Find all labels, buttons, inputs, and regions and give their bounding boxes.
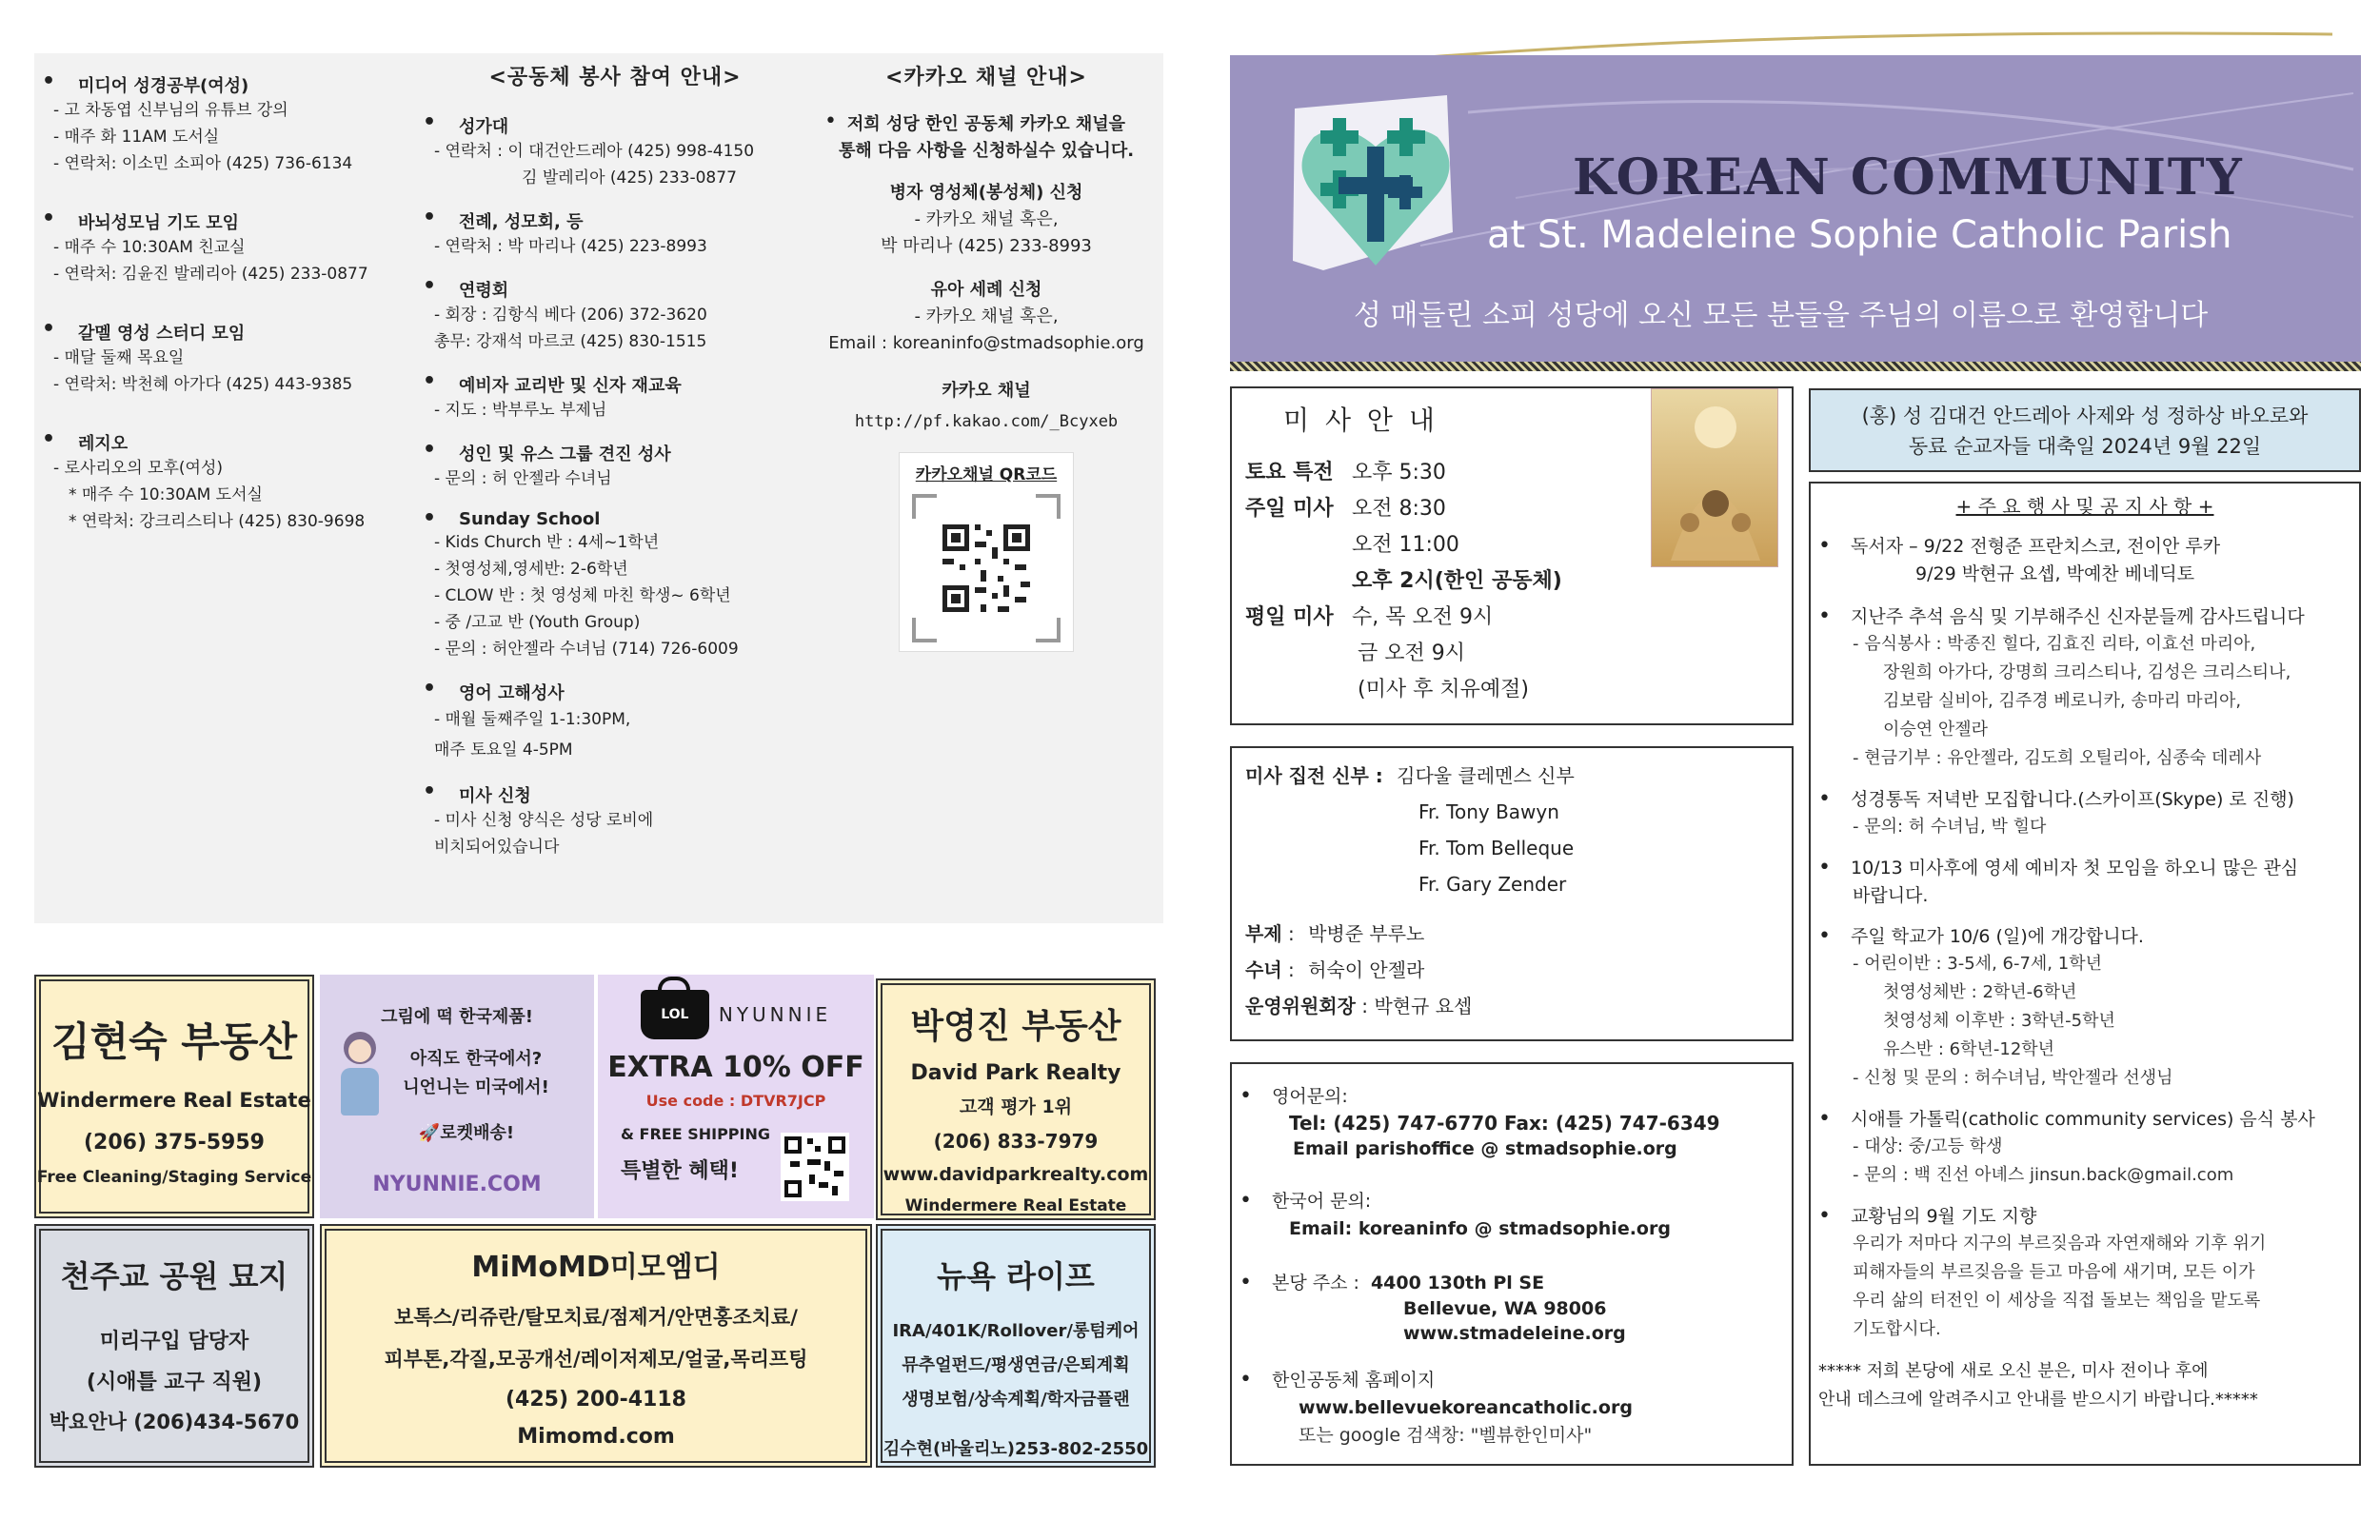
celebrant-row: 미사 집전 신부 : 김다울 클레멘스 신부 <box>1245 764 1575 787</box>
service-choir <box>415 113 815 191</box>
activity-line: - 매주 화 11AM 도서실 <box>53 128 220 147</box>
mass-row: 평일 미사 수, 목 오전 9시 <box>1245 605 1494 629</box>
mass-row: 주일 미사 오전 8:30 <box>1245 497 1446 521</box>
ad-code: Use code : DTVR7JCP <box>645 1092 826 1110</box>
service-title: • 미사 신청 <box>415 782 815 807</box>
notice-pope-intention: • 교황님의 9월 기도 지향 <box>1811 1203 2359 1230</box>
notice-footer: 안내 데스크에 알려주시고 안내를 받으시기 바랍니다.***** <box>1818 1390 2258 1410</box>
service-line: - 지도 : 박부루노 부제님 <box>434 401 607 420</box>
notice-footer: ***** 저희 본당에 새로 오신 분은, 미사 전이나 후에 <box>1818 1361 2209 1381</box>
service-line: 매주 토요일 4-5PM <box>434 740 573 760</box>
sister-row: 수녀 : 허숙이 안젤라 <box>1245 958 1425 981</box>
ad-line: (시애틀 교구 직원) <box>86 1371 263 1394</box>
notice-line: 기도합시다. <box>1853 1319 1941 1339</box>
kakao-qr-code[interactable] <box>908 490 1064 646</box>
cross-heart-logo-icon <box>1285 89 1447 251</box>
celebrant-name: Fr. Tom Belleque <box>1418 837 1575 859</box>
ad-line: Windermere Real Estate <box>37 1089 311 1112</box>
notice-line: 이승연 안젤라 <box>1883 720 1989 740</box>
deacon-row: 부제 : 박병준 부루노 <box>1245 922 1425 945</box>
service-english-confession <box>415 680 815 765</box>
ad-line: 🚀로켓배송! <box>418 1123 515 1143</box>
notice-line: - 문의 : 백 진선 아녜스 jinsun.back@gmail.com <box>1853 1165 2234 1185</box>
contact-email[interactable]: Email parishoffice @ stmadsophie.org <box>1293 1138 1677 1159</box>
ad-title: 김현숙 부동산 <box>50 1018 298 1065</box>
ad-phone: (206) 375-5959 <box>84 1131 265 1155</box>
ad-phone: (206) 833-7979 <box>933 1130 1099 1153</box>
activity-carmel-study <box>34 320 415 398</box>
notice-line: - 현금기부 : 유안젤라, 김도희 오틸리아, 심종숙 데레사 <box>1853 748 2262 768</box>
notice-line: 우리 삶의 터전인 이 세상을 직접 돌보는 책임을 맡도록 <box>1853 1291 2261 1311</box>
service-line: 비치되어있습니다 <box>434 838 560 857</box>
ad-line: IRA/401K/Rollover/롱텀케어 <box>892 1321 1140 1341</box>
service-rcia <box>415 372 815 424</box>
kakao-intro <box>805 111 1167 165</box>
mass-row: 오전 11:00 <box>1352 533 1459 557</box>
kakao-heading: <카카오 채널 안내> <box>885 66 1087 89</box>
service-liturgy <box>415 208 815 260</box>
rocket-icon: 🚀 <box>418 1123 441 1143</box>
service-line: - 매월 둘째주일 1-1:30PM, <box>434 710 631 729</box>
service-line: - 중 /고교 반 (Youth Group) <box>434 613 641 632</box>
kakao-qr-card <box>899 452 1074 652</box>
activity-banneux-prayer <box>34 209 415 287</box>
service-mass-request <box>415 782 815 860</box>
council-row: 운영위원회장 : 박현규 요셉 <box>1245 995 1473 1017</box>
kakao-intro-line: 통해 다음 사항을 신청하실수 있습니다. <box>838 141 1135 161</box>
service-title: • Sunday School <box>415 509 815 529</box>
ad-phone: 박요안나 (206)434-5670 <box>49 1411 300 1433</box>
contact-homepage-link[interactable]: www.bellevuekoreancatholic.org <box>1299 1397 1633 1418</box>
ad-line: Windermere Real Estate <box>904 1196 1127 1215</box>
nyunnie-logo <box>598 990 874 1039</box>
contact-email[interactable]: Email: koreaninfo @ stmadsophie.org <box>1289 1218 1671 1239</box>
contact-search-hint: 또는 google 검색창: "벨뷰한인미사" <box>1299 1425 1593 1446</box>
feast-line: (홍) 성 김대건 안드레아 사제와 성 정하상 바오로와 <box>1861 405 2309 427</box>
service-line: - 첫영성체,영세반: 2-6학년 <box>434 560 628 579</box>
service-title: • 연령회 <box>415 277 815 302</box>
service-title: • 영어 고해성사 <box>415 680 815 704</box>
service-line: - Kids Church 반 : 4세~1학년 <box>434 533 660 552</box>
ad-catholic-cemetery[interactable] <box>34 1224 314 1468</box>
ad-line: 피부톤,각질,모공개선/레이저제모/얼굴,목리프팅 <box>384 1348 808 1371</box>
nyunnie-qr-code[interactable] <box>781 1133 849 1201</box>
contact-box <box>1230 1062 1794 1466</box>
ad-line: David Park Realty <box>910 1061 1121 1085</box>
ad-line: 생명보험/상속계획/학자금플랜 <box>902 1390 1130 1410</box>
kakao-channel-title: 카카오 채널 <box>942 381 1031 401</box>
service-line: - 문의 : 허안젤라 수녀님 (714) 726-6009 <box>434 640 739 659</box>
service-line: - CLOW 반 : 첫 영성체 마친 학생~ 6학년 <box>434 586 731 605</box>
kakao-sick <box>805 180 1167 260</box>
activity-title: • 레지오 <box>34 430 415 455</box>
service-line: - 미사 신청 양식은 성당 로비에 <box>434 811 654 830</box>
kakao-line: - 카카오 채널 혹은, <box>914 306 1059 326</box>
banner-welcome: 성 매들린 소피 성당에 오신 모든 분들을 주님의 이름으로 환영합니다 <box>1354 299 2209 332</box>
banner <box>1230 55 2361 362</box>
activity-line: - 매달 둘째 목요일 <box>53 348 185 367</box>
contact-list <box>1232 1083 1784 1449</box>
ad-kim-realty[interactable] <box>34 975 314 1218</box>
ad-line: 고객 평가 1위 <box>959 1096 1073 1117</box>
ad-line: 미리구입 담당자 <box>99 1330 249 1353</box>
notice-line: 우리가 저마다 지구의 부르짖음과 자연재해와 기후 위기 <box>1853 1234 2267 1254</box>
service-title: • 성인 및 유스 그룹 견진 성사 <box>415 441 815 465</box>
service-title: • 전례, 성모회, 등 <box>415 208 815 233</box>
ad-line: 보톡스/리쥬란/탈모치료/점제거/안면홍조치료/ <box>394 1306 798 1329</box>
banner-title: KOREAN COMMUNITY <box>1573 148 2244 207</box>
kakao-intro-line: 저희 성당 한인 공동체 카카오 채널을 <box>846 114 1126 134</box>
notice-thanks: • 지난주 추석 음식 및 기부해주신 신자분들께 감사드립니다 <box>1811 603 2359 630</box>
activity-legio <box>34 430 415 535</box>
activity-line: - 로사리오의 모후(여성) <box>53 459 224 478</box>
notice-ccs: • 시애틀 가톨릭(catholic community services) 음식 봉사 <box>1811 1106 2359 1133</box>
kakao-channel-link[interactable]: http://pf.kakao.com/_Bcyxeb <box>854 412 1119 431</box>
notice-bible-study: • 성경통독 저녁반 모집합니다.(스카이프(Skype) 로 진행) <box>1811 786 2359 813</box>
ad-mimomd[interactable] <box>320 1224 872 1468</box>
celebrant-name: Fr. Tony Bawyn <box>1418 800 1559 823</box>
clergy-box <box>1230 746 1794 1041</box>
ad-line: & FREE SHIPPING <box>621 1125 770 1143</box>
girl-illustration-icon <box>339 1032 381 1136</box>
mass-row: 토요 특전 오후 5:30 <box>1245 461 1446 484</box>
notices-list <box>1811 533 2359 1414</box>
kakao-channel <box>805 378 1167 435</box>
mass-heading: 미 사 안 내 <box>1283 405 1438 436</box>
activity-media-bible <box>34 72 415 177</box>
contact-address: • 본당 주소 : 4400 130th Pl SE <box>1232 1270 1784 1296</box>
kakao-line: - 카카오 채널 혹은, <box>914 209 1059 229</box>
activity-line: - 매주 수 10:30AM 친교실 <box>53 238 246 257</box>
notice-line: 바랍니다. <box>1853 885 1929 906</box>
contact-korean-label: • 한국어 문의: <box>1232 1188 1784 1214</box>
service-heading: <공동체 봉사 참여 안내> <box>488 66 742 89</box>
ad-discount: EXTRA 10% OFF <box>607 1051 864 1084</box>
service-sunday-school <box>415 509 815 662</box>
mass-schedule-box <box>1230 386 1794 725</box>
shopping-bag-icon: LOL <box>641 990 709 1039</box>
notice-line: 유스반 : 6학년-12학년 <box>1883 1039 2055 1059</box>
feast-line: 동료 순교자들 대축일 2024년 9월 22일 <box>1908 435 2262 458</box>
service-title: • 예비자 교리반 및 신자 재교육 <box>415 372 815 397</box>
activity-line: - 연락처: 박천혜 아가다 (425) 443-9385 <box>53 375 353 394</box>
ad-title: 천주교 공원 묘지 <box>60 1258 288 1294</box>
ad-park-realty[interactable] <box>876 978 1156 1220</box>
mass-row: (미사 후 치유예절) <box>1358 678 1529 701</box>
notice-line: - 문의: 허 수녀님, 박 힐다 <box>1853 817 2047 837</box>
notice-readers: • 독서자 – 9/22 전형준 프란치스코, 전이안 루카 <box>1811 533 2359 560</box>
mass-times <box>1245 455 1562 708</box>
kakao-baptism-title: 유아 세례 신청 <box>930 280 1042 300</box>
service-line: 총무: 강재석 마르코 (425) 830-1515 <box>434 332 707 351</box>
mass-row: 오후 2시(한인 공동체) <box>1352 569 1562 593</box>
notice-line: 첫영성체반 : 2학년-6학년 <box>1883 982 2077 1002</box>
notice-line: - 어린이반 : 3-5세, 6-7세, 1학년 <box>1853 954 2102 974</box>
contact-english-label: • 영어문의: <box>1232 1083 1784 1110</box>
ad-line: 그림에 떡 한국제품! <box>381 1007 533 1027</box>
ad-url[interactable]: NYUNNIE.COM <box>372 1173 542 1196</box>
ad-url[interactable]: www.davidparkrealty.com <box>883 1164 1149 1185</box>
notice-line: - 신청 및 문의 : 허수녀님, 박안젤라 선생님 <box>1853 1068 2173 1088</box>
left-info-panel <box>34 53 1163 923</box>
kakao-line: Email : koreaninfo@stmadsophie.org <box>828 333 1144 353</box>
service-title: • 성가대 <box>415 113 815 138</box>
notice-line: 장원희 아가다, 강명희 크리스티나, 김성은 크리스티나, <box>1883 662 2291 682</box>
notice-line: - 음식봉사 : 박종진 힐다, 김효진 리타, 이효선 마리아, <box>1853 634 2256 654</box>
service-funeral <box>415 277 815 355</box>
ad-line: 니언니는 미국에서! <box>403 1077 549 1097</box>
activities-column <box>34 72 415 535</box>
service-column <box>415 61 815 860</box>
celebrant-name: Fr. Gary Zender <box>1418 873 1567 896</box>
notice-line: 피해자들의 부르짖음을 듣고 마음에 새기며, 모든 이가 <box>1853 1262 2255 1282</box>
activity-line: - 고 차동엽 신부님의 유튜브 강의 <box>53 101 288 120</box>
activity-line: - 연락처: 김윤진 발레리아 (425) 233-0877 <box>53 265 368 284</box>
ad-nyunnie-products[interactable] <box>320 975 594 1218</box>
contact-homepage-label: • 한인공동체 홈페이지 <box>1232 1367 1784 1393</box>
kakao-line: 박 마리나 (425) 233-8993 <box>881 236 1092 256</box>
ad-phone: (425) 200-4118 <box>506 1388 686 1412</box>
bullet: • <box>824 109 837 133</box>
banner-subtitle: at St. Madeleine Sophie Catholic Parish <box>1487 213 2232 257</box>
kakao-sick-title: 병자 영성체(봉성체) 신청 <box>889 183 1083 203</box>
qr-label: 카카오채널 QR코드 <box>915 465 1058 484</box>
ad-title: MiMoMD미모엠디 <box>471 1251 721 1284</box>
notice-sunday-school: • 주일 학교가 10/6 (일)에 개강합니다. <box>1811 923 2359 950</box>
ad-line: 뮤추얼펀드/평생연금/은퇴계획 <box>902 1355 1130 1375</box>
brand-name: NYUNNIE <box>718 1003 832 1026</box>
service-line: - 연락처 : 이 대건안드레아 (425) 998-4150 <box>434 142 755 161</box>
ad-line: Free Cleaning/Staging Service <box>36 1168 312 1187</box>
activity-title: • 갈멜 영성 스터디 모임 <box>34 320 415 345</box>
service-confirmation <box>415 441 815 492</box>
activity-title: • 미디어 성경공부(여성) <box>34 72 415 97</box>
activity-line: * 매주 수 10:30AM 도서실 <box>69 485 263 504</box>
notice-line: - 대상: 중/고등 학생 <box>1853 1136 2003 1156</box>
clergy-list <box>1245 758 1575 1024</box>
service-line: - 회장 : 김항식 베다 (206) 372-3620 <box>434 306 707 325</box>
notice-line: 첫영성체 이후반 : 3학년-5학년 <box>1883 1011 2115 1031</box>
saints-painting-image <box>1651 388 1778 567</box>
kakao-baptism <box>805 277 1167 357</box>
service-line: 김 발레리아 (425) 233-0877 <box>522 168 737 188</box>
ad-nyunnie-coupon[interactable] <box>598 975 874 1218</box>
kakao-column <box>805 61 1167 652</box>
ad-phone: 김수현(바울리노)253-802-2550 <box>883 1439 1149 1459</box>
ad-title: 뉴욕 라이프 <box>937 1258 1095 1294</box>
feast-box <box>1809 388 2361 472</box>
notice-line: 9/29 박현규 요셉, 박예찬 베네딕토 <box>1915 563 2195 584</box>
contact-phone: Tel: (425) 747-6770 Fax: (425) 747-6349 <box>1289 1112 1720 1135</box>
ad-new-york-life[interactable] <box>876 1224 1156 1468</box>
mass-row: 금 오전 9시 <box>1358 642 1465 665</box>
activity-title: • 바뇌성모님 기도 모임 <box>34 209 415 234</box>
service-line: - 문의 : 허 안젤라 수녀님 <box>434 469 612 488</box>
notice-line: 김보람 실비아, 김주경 베로니카, 송마리 마리아, <box>1883 691 2242 711</box>
notices-box <box>1809 482 2361 1466</box>
ad-line: 특별한 혜택! <box>621 1159 739 1183</box>
ad-url[interactable]: Mimomd.com <box>517 1425 675 1449</box>
contact-address-line: Bellevue, WA 98006 <box>1403 1298 1607 1319</box>
contact-website[interactable]: www.stmadeleine.org <box>1403 1323 1626 1344</box>
ad-line: 아직도 한국에서? <box>409 1049 543 1069</box>
service-line: - 연락처 : 박 마리나 (425) 223-8993 <box>434 237 707 256</box>
banner-border-strip <box>1230 362 2361 371</box>
notice-rcia: • 10/13 미사후에 영세 예비자 첫 모임을 하오니 많은 관심 <box>1811 855 2359 881</box>
notices-heading: + 주 요 행 사 및 공 지 사 항 + <box>1955 495 2214 518</box>
activity-line: - 연락처: 이소민 소피아 (425) 736-6134 <box>53 154 353 173</box>
activity-line: * 연락처: 강크리스티나 (425) 830-9698 <box>69 512 366 531</box>
ad-title: 박영진 부동산 <box>910 1007 1121 1046</box>
